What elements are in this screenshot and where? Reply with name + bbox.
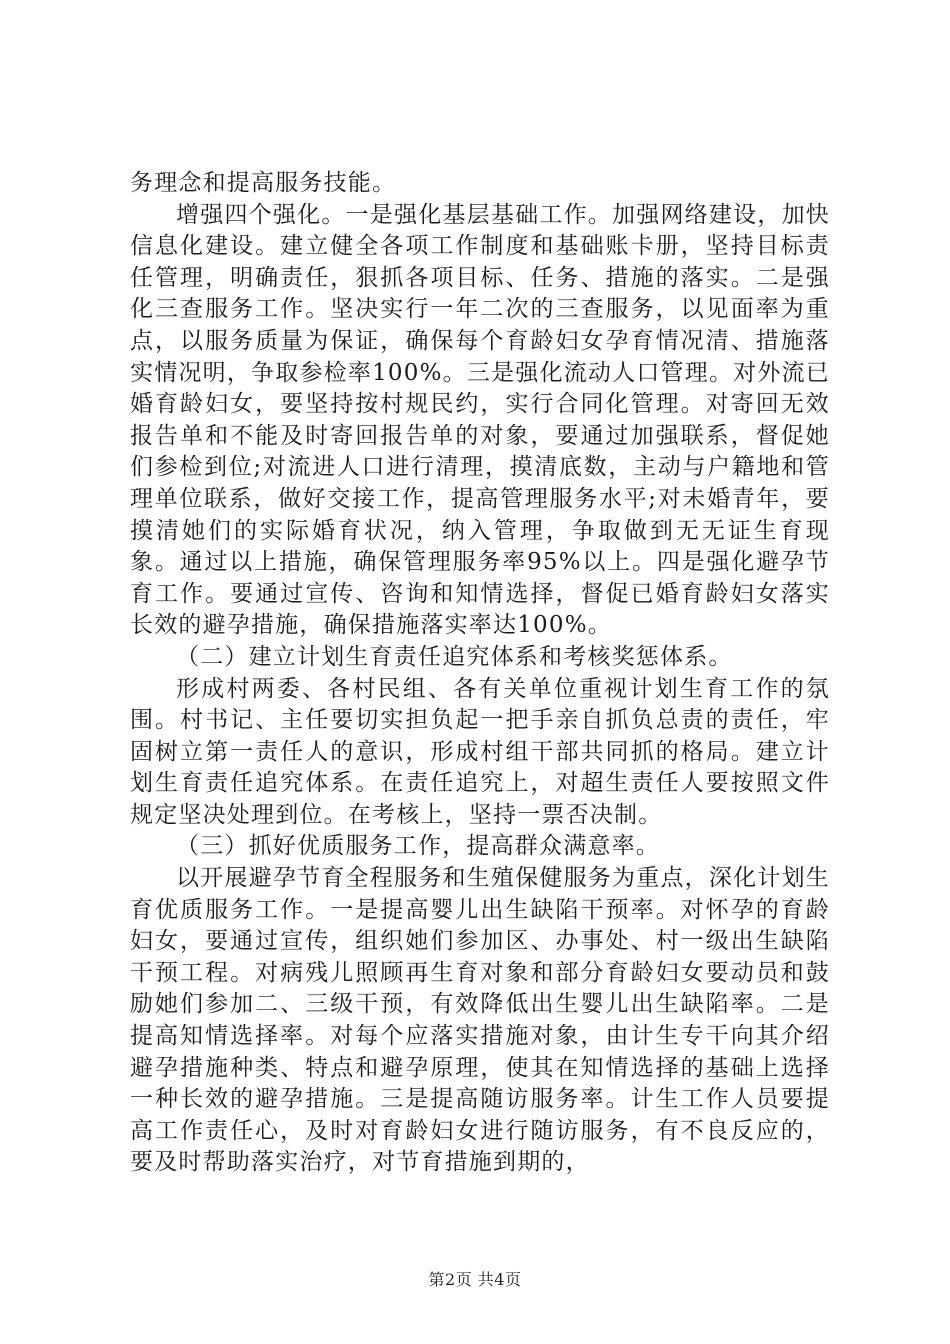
document-body [130, 168, 830, 1179]
section-heading-3: （三）抓好优质服务工作，提高群众满意率。 [176, 833, 660, 860]
paragraph-continuation: 务理念和提高服务技能。 [130, 170, 397, 196]
paragraph-four-strengthenings: 增强四个强化。一是强化基层基础工作。加强网络建设，加快信息化建设。建立健全各项工作制度和基础账卡册，坚持目标责任管理，明确责任，狠抓各项目标、任务、措施的落实。二是强化三查服务工作。坚决实行一年二次的三查服务，以见面率为重点，以服务质量为保证，确保每个育龄妇女孕育情况清、措施落实情况明，争取参检率100%。三是强化流动人口管理。对外流已婚育龄妇女，要坚持按村规民约，实行合同化管理。对寄回无效报告单和不能及时寄回报告单的对象，要通过加强联系，督促她们参检到位;对流进人口进行清理，摸清底数，主动与户籍地和管理单位联系，做好交接工作，提高管理服务水平;对未婚青年，要摸清她们的实际婚育状况，纳入管理，争取做到无无证生育现象。通过以上措施，确保管理服务率95%以上。四是强化避孕节育工作。要通过宣传、咨询和知情选择，督促已婚育龄妇女落实长效的避孕措施，确保措施落实率达100%。 [130, 201, 830, 639]
section-heading-2: （二）建立计划生育责任追究体系和考核奖惩体系。 [176, 643, 733, 670]
page-footer: 第2页 共4页 [428, 1270, 522, 1289]
paragraph-quality-service: 以开展避孕节育全程服务和生殖保健服务为重点，深化计划生育优质服务工作。一是提高婴儿出生缺陷干预率。对怀孕的育龄妇女，要通过宣传，组织她们参加区、办事处、村一级出生缺陷干预工程。对病残儿照顾再生育对象和部分育龄妇女要动员和鼓励她们参加二、三级干预，有效降低出生婴儿出生缺陷率。二是提高知情选择率。对每个应落实措施对象，由计生专干向其介绍避孕措施种类、特点和避孕原理，使其在知情选择的基础上选择一种长效的避孕措施。三是提高随访服务率。计生工作人员要提高工作责任心，及时对育龄妇女进行随访服务，有不良反应的，要及时帮助落实治疗，对节育措施到期的， [130, 865, 830, 1176]
paragraph-responsibility: 形成村两委、各村民组、各有关单位重视计划生育工作的氛围。村书记、主任要切实担负起一把手亲自抓负总责的责任，牢固树立第一责任人的意识，形成村组干部共同抓的格局。建立计划生育责任追究体系。在责任追究上，对超生责任人要按照文件规定坚决处理到位。在考核上，坚持一票否决制。 [130, 675, 830, 828]
